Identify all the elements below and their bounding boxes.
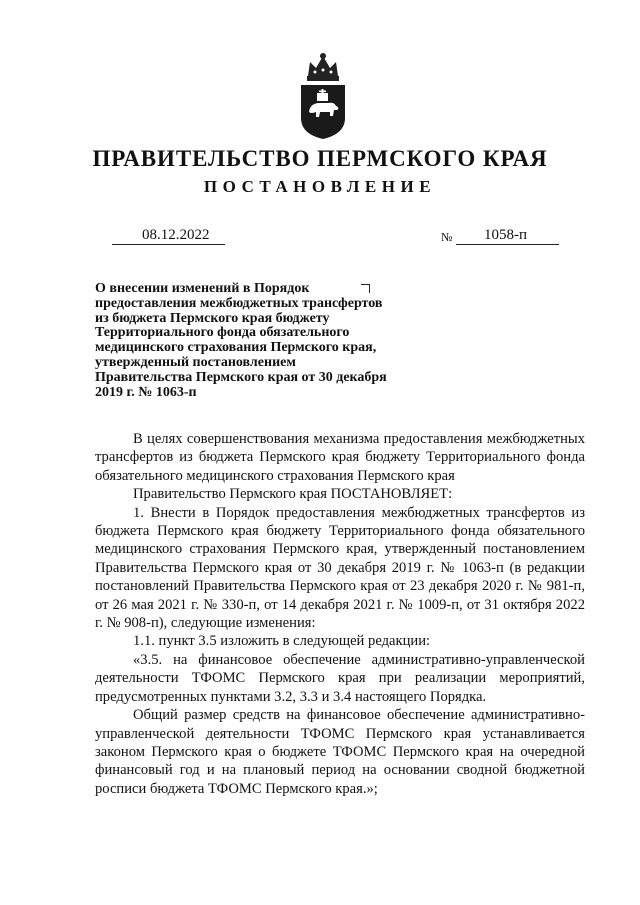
body-paragraph: Общий размер средств на финансовое обеспечение административно-управленческой деятельности ТФОМС Пермского края устанавливается законом Пермского края о бюджете ТФОМС Пермского края на очередной финансовый год и на плановый период на основании сводной бюджетной росписи бюджета ТФОМС Пермского края.»;: [95, 707, 585, 797]
corner-mark: [361, 284, 370, 293]
body-paragraph: Правительство Пермского края ПОСТАНОВЛЯЕТ:: [133, 486, 453, 503]
number-sign: №: [441, 230, 453, 244]
date-underline: [112, 244, 225, 245]
body-paragraph: В целях совершенствования механизма предоставления межбюджетных трансфертов из бюджета Пермского края бюджету Территориального фонда обязательного медицинского страхования Пермского края: [95, 431, 585, 484]
document-type: ПОСТАНОВЛЕНИЕ: [203, 177, 437, 196]
number-underline: [456, 244, 559, 245]
coat-of-arms-icon: [298, 52, 348, 140]
government-title: ПРАВИТЕЛЬСТВО ПЕРМСКОГО КРАЯ: [92, 146, 548, 171]
document-date: 08.12.2022: [142, 227, 210, 243]
body-paragraph: 1.1. пункт 3.5 изложить в следующей редакции:: [133, 633, 431, 650]
document-subject: О внесении изменений в Порядок предоставления межбюджетных трансфертов из бюджета Пермского края бюджету Территориального фонда обязательного медицинского страхования Пермского края, утвержденный постановлением Правительства Пермского края от 30 декабря 2019 г. № 1063-п: [95, 281, 387, 400]
body-paragraph: 1. Внести в Порядок предоставления межбюджетных трансфертов из бюджета Пермского края бюджету Территориального фонда обязательного медицинского страхования Пермского края, утвержденный постановлением Правительства Пермского края от 30 декабря 2019 г. № 1063-п (в редакции постановлений Правительства Пермского края от 23 декабря 2020 г. № 981-п, от 26 мая 2021 г. № 330-п, от 14 декабря 2021 г. № 1009-п, от 31 октября 2022 г. № 908-п), следующие изменения:: [95, 504, 585, 632]
document-number: 1058-п: [484, 227, 528, 243]
body-paragraph: «3.5. на финансовое обеспечение административно-управленческой деятельности ТФОМС Пермского края при реализации мероприятий, предусмотренных пунктами 3.2, 3.3 и 3.4 настоящего Порядка.: [95, 651, 585, 705]
document-body: [95, 430, 585, 798]
